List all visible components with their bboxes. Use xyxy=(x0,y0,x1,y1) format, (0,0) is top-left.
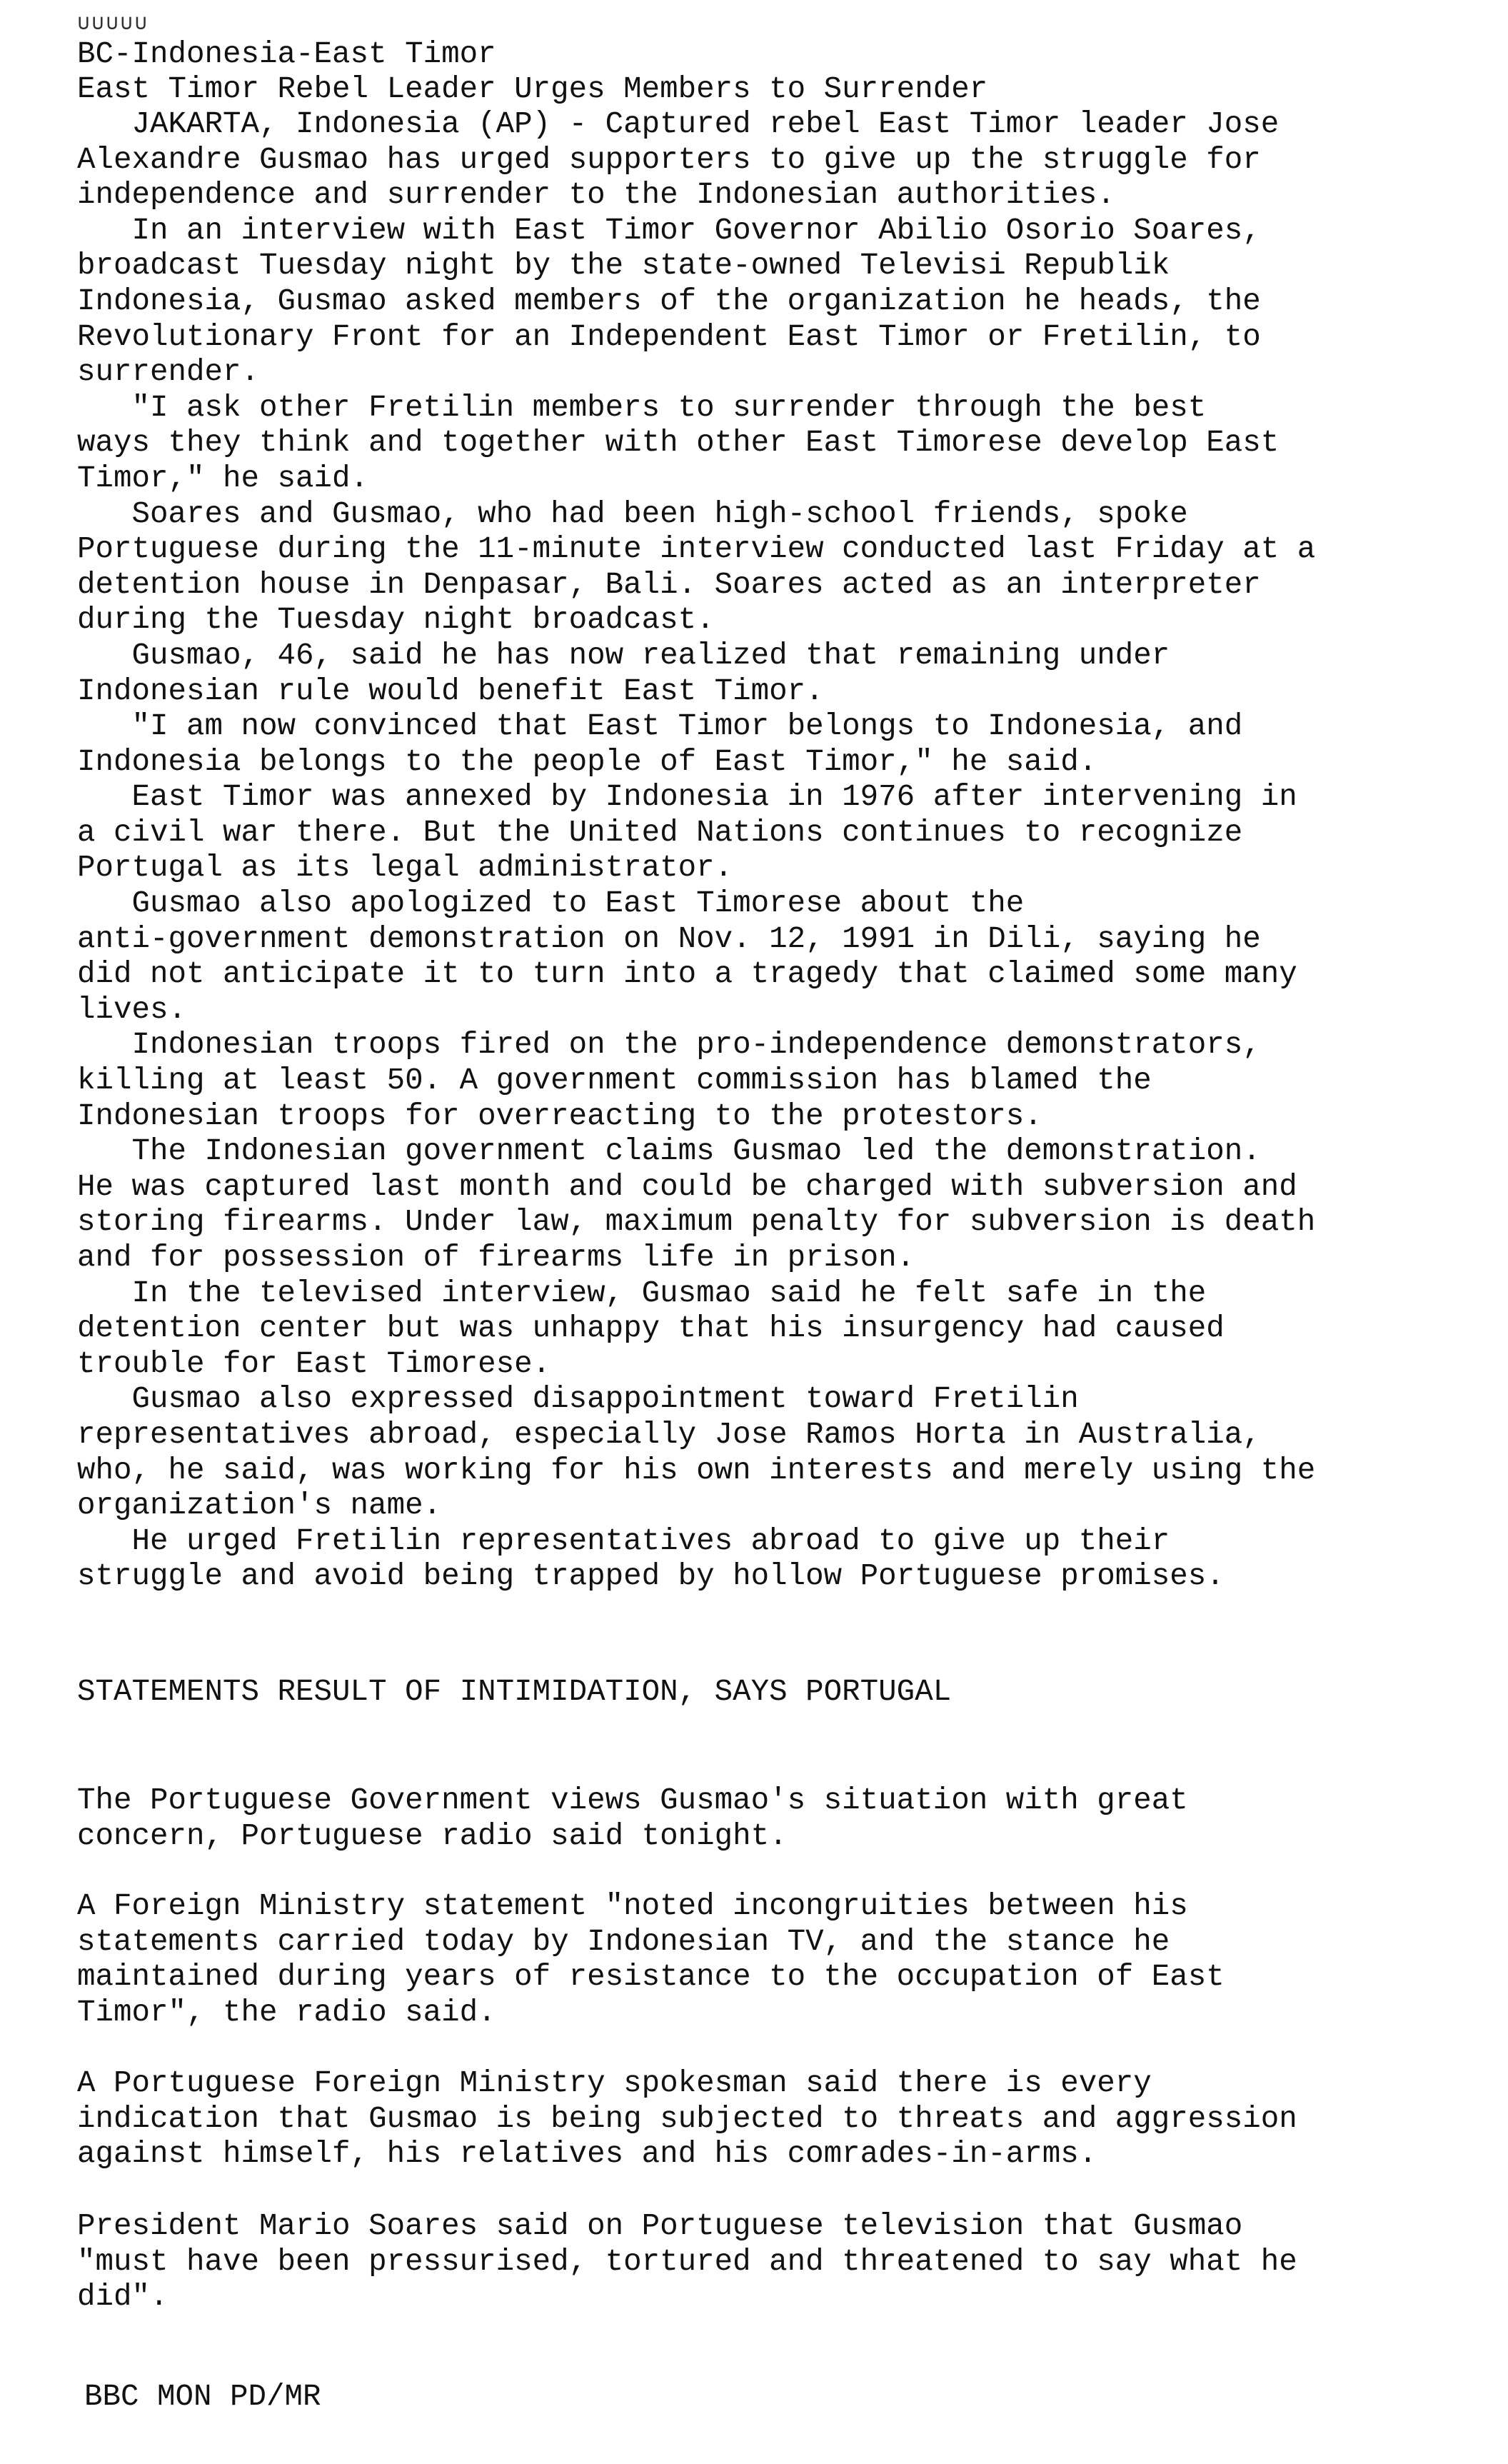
text-line: representatives abroad, especially Jose Ramos Horta in Australia, xyxy=(77,1417,1261,1452)
text-line: against himself, his relatives and his comrades-in-arms. xyxy=(77,2137,1097,2172)
text-line: Portugal as its legal administrator. xyxy=(77,851,733,886)
text-line: Soares and Gusmao, who had been high-school friends, spoke xyxy=(77,496,1188,531)
text-line: ways they think and together with other East Timorese develop East xyxy=(77,426,1280,461)
text-line: Indonesian troops fired on the pro-independence demonstrators, xyxy=(77,1028,1261,1063)
slug-line: BC-Indonesia-East Timor xyxy=(77,37,496,71)
headline: East Timor Rebel Leader Urges Members to Surrender xyxy=(77,72,988,106)
text-line: did not anticipate it to turn into a tragedy that claimed some many xyxy=(77,957,1297,992)
text-line: Gusmao, 46, said he has now realized that remaining under xyxy=(77,638,1170,673)
paragraph-1 xyxy=(77,1783,1477,1854)
text-line: trouble for East Timorese. xyxy=(77,1346,551,1381)
text-line: Portuguese during the 11-minute interview conducted last Friday at a xyxy=(77,532,1316,567)
text-line: The Portuguese Government views Gusmao's situation with great xyxy=(77,1783,1188,1818)
text-line: Alexandre Gusmao has urged supporters to give up the struggle for xyxy=(77,142,1261,177)
text-line: independence and surrender to the Indonesian authorities. xyxy=(77,178,1115,213)
text-line: East Timor was annexed by Indonesia in 1976 after intervening in xyxy=(77,780,1297,815)
text-line: who, he said, was working for his own interests and merely using the xyxy=(77,1453,1316,1488)
text-line: statements carried today by Indonesian TV, and the stance he xyxy=(77,1924,1170,1959)
top-marks: ∪∪∪∪∪ xyxy=(77,12,149,36)
text-line: Indonesian rule would benefit East Timor. xyxy=(77,673,824,708)
text-line: a civil war there. But the United Nations continues to recognize xyxy=(77,815,1243,850)
text-line: organization's name. xyxy=(77,1488,442,1523)
text-line: A Foreign Ministry statement "noted incongruities between his xyxy=(77,1889,1188,1923)
text-line: Indonesian troops for overreacting to the protestors. xyxy=(77,1098,1042,1133)
text-line: President Mario Soares said on Portuguese television that Gusmao xyxy=(77,2209,1243,2243)
text-line: Gusmao also apologized to East Timorese about the xyxy=(77,886,1025,921)
text-line: killing at least 50. A government commission has blamed the xyxy=(77,1063,1152,1098)
text-line: detention house in Denpasar, Bali. Soares acted as an interpreter xyxy=(77,567,1261,602)
text-line: In an interview with East Timor Governor Abilio Osorio Soares, xyxy=(77,213,1261,248)
paragraph-4 xyxy=(77,2209,1477,2315)
text-line: Gusmao also expressed disappointment toward Fretilin xyxy=(77,1382,1079,1417)
story-body xyxy=(77,107,1477,1595)
text-line: Timor", the radio said. xyxy=(77,1995,496,2030)
section-title: STATEMENTS RESULT OF INTIMIDATION, SAYS PORTUGAL xyxy=(77,1675,952,1709)
paragraph-3 xyxy=(77,2066,1477,2173)
paragraph-2 xyxy=(77,1889,1477,2030)
text-line: "must have been pressurised, tortured and threatened to say what he xyxy=(77,2244,1297,2279)
text-line: indication that Gusmao is being subjected to threats and aggression xyxy=(77,2101,1297,2136)
text-line: did". xyxy=(77,2280,169,2315)
text-line: maintained during years of resistance to the occupation of East xyxy=(77,1960,1225,1995)
text-line: "I ask other Fretilin members to surrender through the best xyxy=(77,390,1207,425)
text-line: Timor," he said. xyxy=(77,461,369,496)
text-line: storing firearms. Under law, maximum penalty for subversion is death xyxy=(77,1205,1316,1240)
text-line: He was captured last month and could be charged with subversion and xyxy=(77,1169,1297,1204)
text-line: Indonesia, Gusmao asked members of the organization he heads, the xyxy=(77,284,1261,319)
text-line: during the Tuesday night broadcast. xyxy=(77,603,715,638)
text-line: JAKARTA, Indonesia (AP) - Captured rebel East Timor leader Jose xyxy=(77,107,1280,141)
text-line: detention center but was unhappy that his insurgency had caused xyxy=(77,1311,1225,1346)
text-line: broadcast Tuesday night by the state-owned Televisi Republik xyxy=(77,249,1170,284)
text-line: The Indonesian government claims Gusmao led the demonstration. xyxy=(77,1134,1261,1169)
text-line: surrender. xyxy=(77,355,260,390)
text-line: Indonesia belongs to the people of East Timor," he said. xyxy=(77,744,1097,779)
text-line: A Portuguese Foreign Ministry spokesman said there is every xyxy=(77,2066,1152,2100)
text-line: and for possession of firearms life in prison. xyxy=(77,1241,915,1275)
text-line: anti-government demonstration on Nov. 12, 1991 in Dili, saying he xyxy=(77,921,1261,956)
text-line: In the televised interview, Gusmao said he felt safe in the xyxy=(77,1276,1207,1311)
text-line: "I am now convinced that East Timor belongs to Indonesia, and xyxy=(77,709,1243,744)
text-line: concern, Portuguese radio said tonight. xyxy=(77,1818,788,1853)
text-line: He urged Fretilin representatives abroad to give up their xyxy=(77,1523,1170,1558)
text-line: Revolutionary Front for an Independent East Timor or Fretilin, to xyxy=(77,319,1261,354)
text-line: struggle and avoid being trapped by hollow Portuguese promises. xyxy=(77,1559,1225,1594)
footer-code: BBC MON PD/MR xyxy=(84,2380,321,2414)
text-line: lives. xyxy=(77,992,187,1027)
